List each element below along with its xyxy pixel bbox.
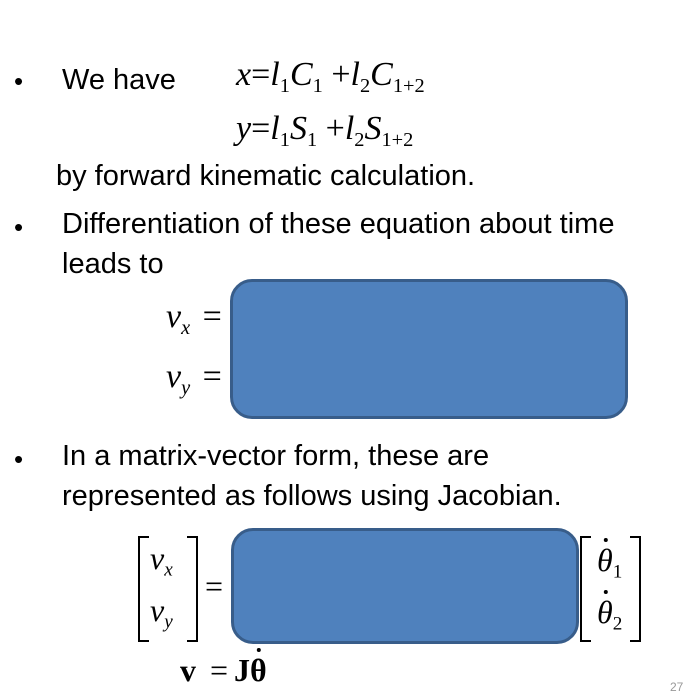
eq-y-l2-sub: 2 bbox=[354, 129, 365, 152]
bullet-text-differentiation-line1: Differentiation of these equation about time bbox=[62, 208, 615, 240]
eq-x-c1: C bbox=[289, 56, 313, 93]
eq-y-s12-sub: 1+2 bbox=[381, 129, 414, 152]
vy-sub: y bbox=[181, 377, 191, 400]
jacobian-eq-equals: = bbox=[210, 652, 229, 688]
eq-y-equals: = bbox=[251, 110, 271, 147]
forward-kinematics-caption: by forward kinematic calculation. bbox=[56, 160, 476, 192]
matrix-vy bbox=[150, 592, 173, 633]
velocity-vx-label bbox=[166, 298, 222, 340]
eq-x-l1-sub: 1 bbox=[279, 75, 290, 98]
theta2-symbol: θ bbox=[597, 594, 613, 630]
vy-equals: = bbox=[202, 358, 222, 395]
equation-y bbox=[236, 110, 414, 152]
jacobian-eq-v: v bbox=[180, 652, 196, 688]
bullet-symbol: • bbox=[14, 444, 24, 474]
theta2-sub: 2 bbox=[612, 613, 623, 635]
hidden-velocity-equations-box bbox=[230, 279, 628, 419]
eq-y-lhs: y bbox=[236, 110, 252, 147]
eq-x-l2: l bbox=[350, 56, 360, 93]
bullet-symbol: • bbox=[14, 66, 24, 96]
right-vector-left-bracket bbox=[580, 536, 591, 642]
theta1-symbol: θ bbox=[597, 542, 613, 578]
jacobian-eq-j: J bbox=[234, 652, 251, 688]
eq-x-plus: + bbox=[331, 56, 351, 93]
vx-sub: x bbox=[181, 317, 191, 340]
left-vector-left-bracket bbox=[138, 536, 149, 642]
bullet-symbol: • bbox=[14, 212, 24, 242]
matrix-equals: = bbox=[205, 568, 224, 604]
vx-v: v bbox=[166, 298, 182, 335]
vy-v: v bbox=[166, 358, 182, 395]
hidden-jacobian-box bbox=[231, 528, 579, 644]
eq-x-l1: l bbox=[270, 56, 280, 93]
eq-x-c12-sub: 1+2 bbox=[392, 75, 425, 98]
eq-y-l1: l bbox=[270, 110, 280, 147]
matrix-vy-v: v bbox=[150, 592, 165, 628]
bullet-text-matrix-line1: In a matrix-vector form, these are bbox=[62, 440, 490, 472]
left-vector-right-bracket bbox=[187, 536, 198, 642]
eq-y-s1-sub: 1 bbox=[306, 129, 318, 152]
eq-x-c12: C bbox=[370, 56, 393, 93]
matrix-vy-sub: y bbox=[164, 611, 173, 633]
theta1-sub: 1 bbox=[612, 561, 623, 583]
velocity-vy-label bbox=[166, 358, 222, 400]
matrix-vx bbox=[150, 540, 173, 581]
page-number: 27 bbox=[670, 680, 684, 694]
eq-y-s1: S bbox=[289, 110, 307, 147]
bullet-text-differentiation-line2: leads to bbox=[62, 248, 164, 280]
eq-y-s12: S bbox=[364, 110, 382, 147]
eq-x-lhs: x bbox=[236, 56, 252, 93]
eq-y-plus: + bbox=[325, 110, 345, 147]
eq-x-l2-sub: 2 bbox=[359, 75, 371, 98]
bullet-text-matrix-line2: represented as follows using Jacobian. bbox=[62, 480, 562, 512]
eq-y-l1-sub: 1 bbox=[279, 129, 290, 152]
theta2-dot bbox=[597, 594, 623, 635]
eq-x-c1-sub: 1 bbox=[312, 75, 323, 98]
equation-x bbox=[236, 56, 425, 98]
jacobian-equation bbox=[180, 652, 267, 689]
matrix-vx-v: v bbox=[150, 540, 165, 576]
eq-x-equals: = bbox=[251, 56, 271, 93]
matrix-vx-sub: x bbox=[164, 559, 173, 581]
right-vector-right-bracket bbox=[630, 536, 641, 642]
bullet-text-we-have: We have bbox=[62, 64, 176, 96]
eq-y-l2: l bbox=[344, 110, 355, 147]
theta1-dot bbox=[597, 542, 623, 583]
vx-equals: = bbox=[202, 298, 222, 335]
jacobian-eq-theta-dot: θ bbox=[250, 652, 267, 688]
